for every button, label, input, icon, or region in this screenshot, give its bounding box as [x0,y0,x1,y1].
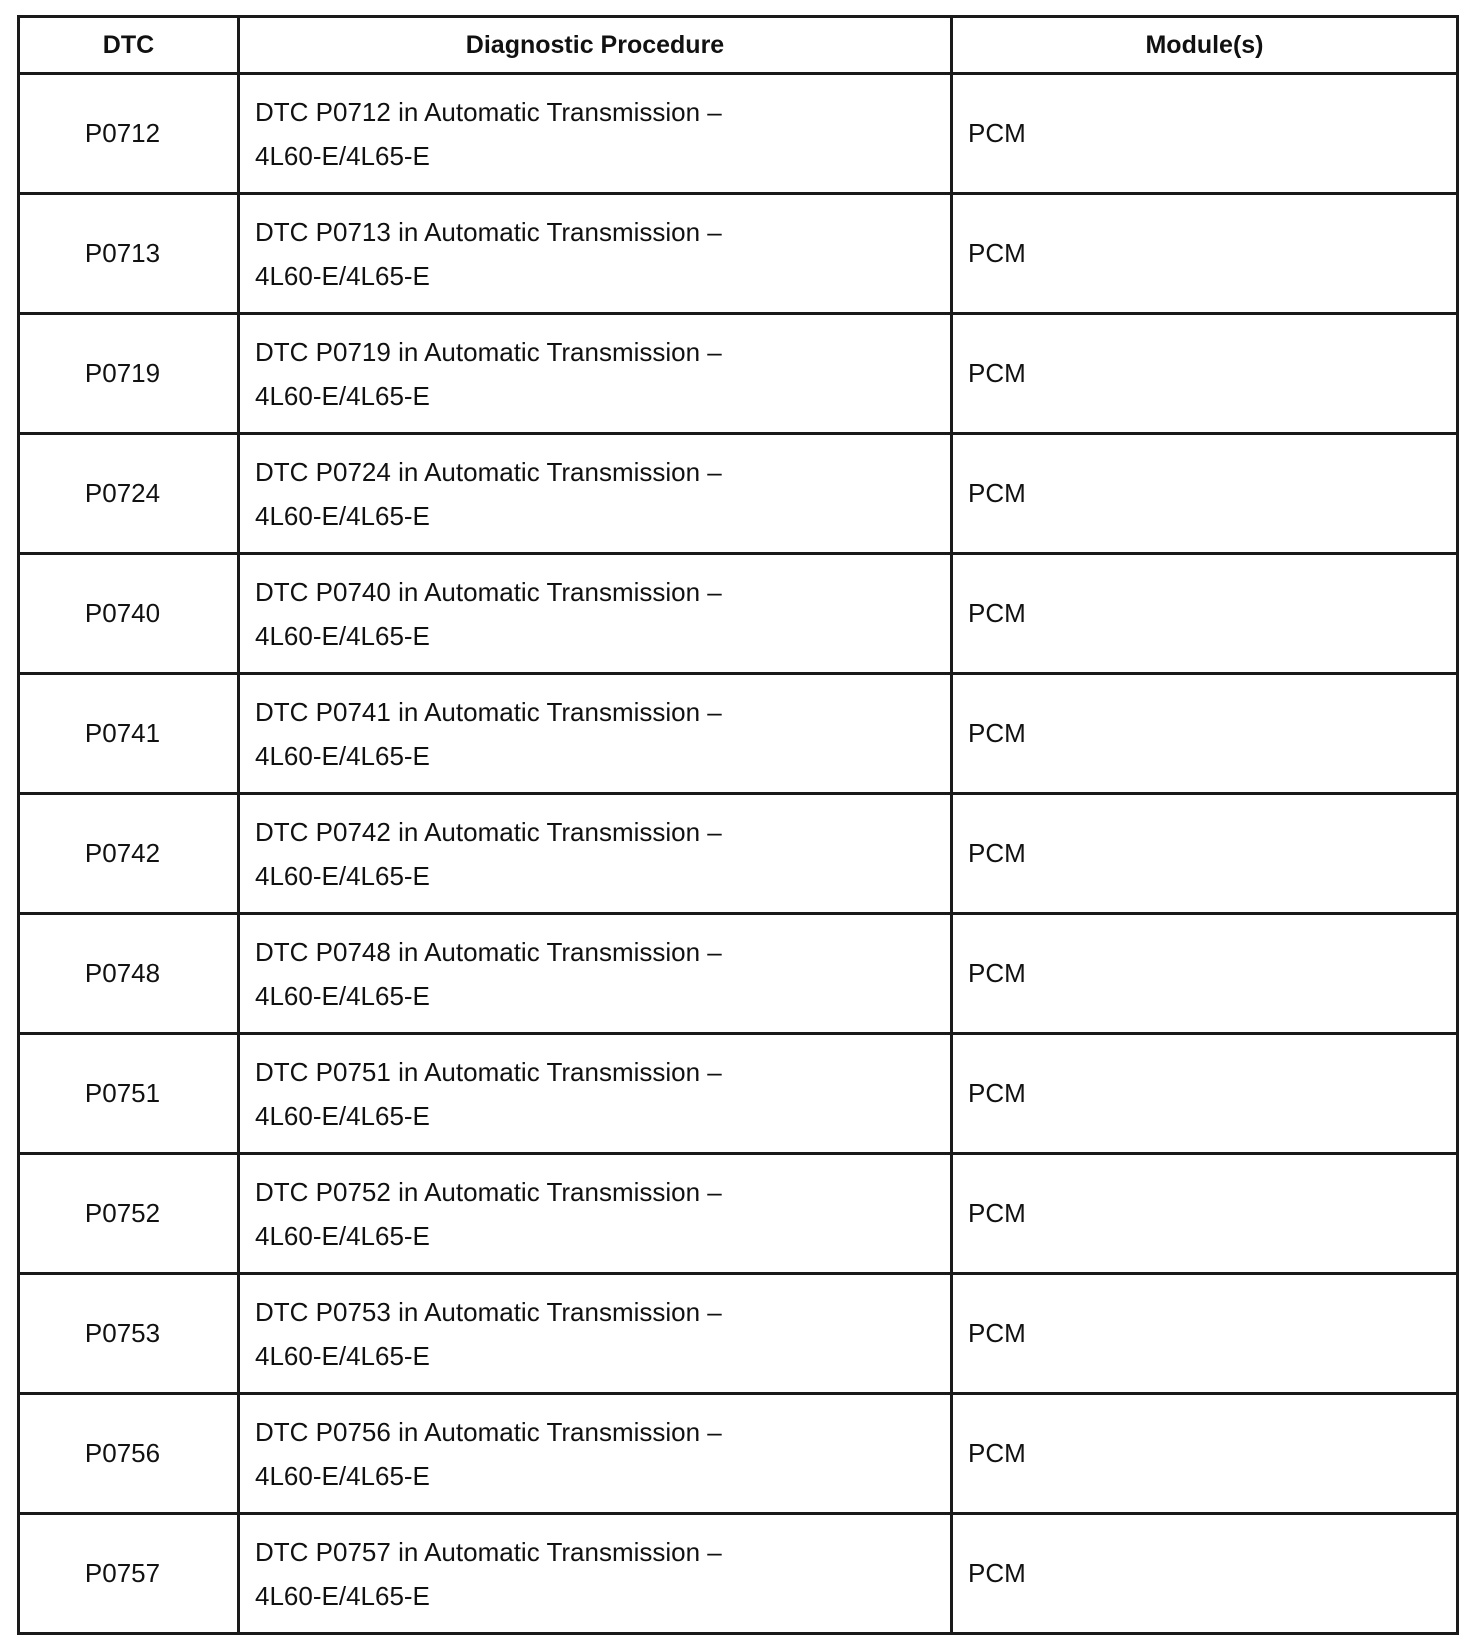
procedure-line-2: 4L60-E/4L65-E [255,980,430,1011]
diagnostic-procedure [239,434,952,554]
table-row [19,1394,1458,1514]
procedure-line-2: 4L60-E/4L65-E [255,1100,430,1131]
procedure-line-1: DTC P0752 in Automatic Transmission – [255,1176,722,1207]
procedure-line-1: DTC P0748 in Automatic Transmission – [255,936,722,967]
module: PCM [952,554,1458,674]
table-row [19,554,1458,674]
module: PCM [952,314,1458,434]
dtc-code: P0719 [19,314,239,434]
procedure-line-2: 4L60-E/4L65-E [255,500,430,531]
diagnostic-procedure [239,1154,952,1274]
table-row [19,1274,1458,1394]
diagnostic-procedure [239,914,952,1034]
dtc-code: P0751 [19,1034,239,1154]
table-row [19,194,1458,314]
module: PCM [952,434,1458,554]
table-row [19,794,1458,914]
dtc-table [17,15,1459,1635]
diagnostic-procedure [239,554,952,674]
procedure-line-2: 4L60-E/4L65-E [255,1460,430,1491]
diagnostic-procedure [239,794,952,914]
procedure-line-1: DTC P0742 in Automatic Transmission – [255,816,722,847]
table-row [19,914,1458,1034]
procedure-line-1: DTC P0751 in Automatic Transmission – [255,1056,722,1087]
dtc-code: P0742 [19,794,239,914]
diagnostic-procedure [239,1394,952,1514]
dtc-code: P0740 [19,554,239,674]
dtc-code: P0756 [19,1394,239,1514]
diagnostic-procedure [239,194,952,314]
procedure-line-1: DTC P0713 in Automatic Transmission – [255,216,722,247]
diagnostic-procedure [239,1514,952,1634]
procedure-line-1: DTC P0753 in Automatic Transmission – [255,1296,722,1327]
table-row [19,674,1458,794]
module: PCM [952,914,1458,1034]
module: PCM [952,1394,1458,1514]
procedure-line-2: 4L60-E/4L65-E [255,380,430,411]
module: PCM [952,194,1458,314]
header-dtc: DTC [19,17,239,74]
dtc-code: P0724 [19,434,239,554]
procedure-line-2: 4L60-E/4L65-E [255,1220,430,1251]
table-row [19,314,1458,434]
procedure-line-2: 4L60-E/4L65-E [255,860,430,891]
module: PCM [952,1274,1458,1394]
table-row [19,1514,1458,1634]
module: PCM [952,74,1458,194]
table-row [19,434,1458,554]
diagnostic-procedure [239,1034,952,1154]
procedure-line-2: 4L60-E/4L65-E [255,1340,430,1371]
module: PCM [952,1154,1458,1274]
procedure-line-2: 4L60-E/4L65-E [255,1580,430,1611]
header-diagnostic-procedure: Diagnostic Procedure [239,17,952,74]
table-row [19,74,1458,194]
module: PCM [952,1034,1458,1154]
dtc-code: P0757 [19,1514,239,1634]
dtc-code: P0713 [19,194,239,314]
diagnostic-procedure [239,1274,952,1394]
dtc-code: P0748 [19,914,239,1034]
dtc-code: P0752 [19,1154,239,1274]
procedure-line-2: 4L60-E/4L65-E [255,260,430,291]
module: PCM [952,674,1458,794]
procedure-line-2: 4L60-E/4L65-E [255,140,430,171]
diagnostic-procedure [239,314,952,434]
table-header-row [19,17,1458,74]
procedure-line-2: 4L60-E/4L65-E [255,620,430,651]
table-row [19,1034,1458,1154]
procedure-line-2: 4L60-E/4L65-E [255,740,430,771]
header-modules: Module(s) [952,17,1458,74]
procedure-line-1: DTC P0757 in Automatic Transmission – [255,1536,722,1567]
diagnostic-procedure [239,674,952,794]
procedure-line-1: DTC P0719 in Automatic Transmission – [255,336,722,367]
procedure-line-1: DTC P0756 in Automatic Transmission – [255,1416,722,1447]
module: PCM [952,794,1458,914]
dtc-code: P0712 [19,74,239,194]
dtc-code: P0741 [19,674,239,794]
procedure-line-1: DTC P0740 in Automatic Transmission – [255,576,722,607]
table-row [19,1154,1458,1274]
procedure-line-1: DTC P0741 in Automatic Transmission – [255,696,722,727]
dtc-code: P0753 [19,1274,239,1394]
diagnostic-procedure [239,74,952,194]
procedure-line-1: DTC P0712 in Automatic Transmission – [255,96,722,127]
module: PCM [952,1514,1458,1634]
procedure-line-1: DTC P0724 in Automatic Transmission – [255,456,722,487]
